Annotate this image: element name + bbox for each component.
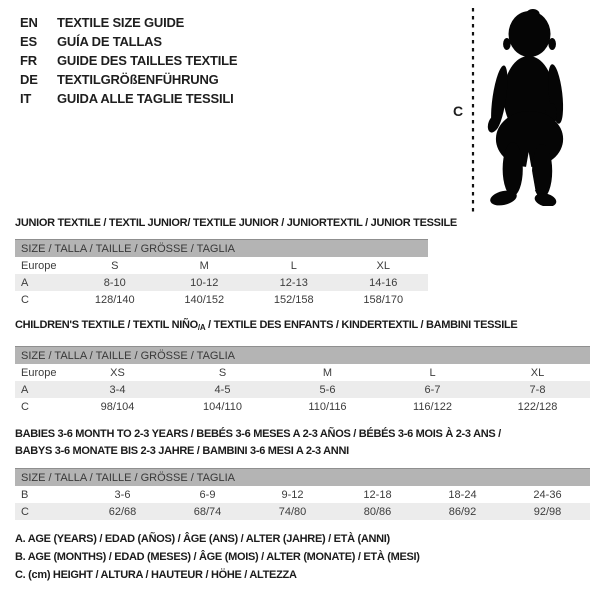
age-cell: 6-7 [424, 383, 441, 396]
height-cell: 62/68 [108, 505, 137, 518]
age-cell: 8-10 [103, 276, 126, 289]
table-row-height [15, 398, 590, 415]
row-label: A [21, 383, 29, 396]
row-label: B [21, 488, 29, 501]
height-cell: 140/152 [184, 293, 225, 306]
row-label: Europe [21, 259, 57, 272]
height-cell: 74/80 [278, 505, 307, 518]
table-row-height [15, 503, 590, 520]
age-cell: 9-12 [281, 488, 304, 501]
height-cell: 122/128 [517, 400, 558, 413]
age-cell: 5-6 [319, 383, 336, 396]
table-row-age-months [15, 486, 590, 503]
height-cell: 104/110 [203, 400, 242, 413]
size-cell: L [429, 366, 436, 379]
age-cell: 24-36 [533, 488, 562, 501]
footnote-height-cm: C. (cm) HEIGHT / ALTURA / HAUTEUR / HÖHE / ALTEZZA [15, 569, 297, 581]
size-cell: M [322, 366, 333, 379]
language-code: IT [20, 91, 32, 106]
language-title: TEXTILE SIZE GUIDE [57, 15, 185, 30]
language-title: GUIDA ALLE TAGLIE TESSILI [57, 91, 234, 106]
table-row-europe [15, 257, 428, 274]
size-cell: XS [110, 366, 125, 379]
row-label: C [21, 505, 29, 518]
height-cell: 80/86 [363, 505, 392, 518]
height-measure-label: C [453, 103, 464, 119]
height-cell: 152/158 [273, 293, 314, 306]
age-cell: 14-16 [369, 276, 398, 289]
height-cell: 68/74 [193, 505, 222, 518]
size-header-bar: SIZE / TALLA / TAILLE / GRÖSSE / TAGLIA [15, 239, 428, 257]
babies-title-line1: BABIES 3-6 MONTH TO 2-3 YEARS / BEBÉS 3-6 MESES A 2-3 AÑOS / BÉBÉS 3-6 MOIS À 2-3 ANS / [15, 428, 501, 440]
language-title: GUIDE DES TAILLES TEXTILE [57, 53, 238, 68]
size-cell: L [290, 259, 297, 272]
junior-section-title: JUNIOR TEXTILE / TEXTIL JUNIOR/ TEXTILE JUNIOR / JUNIORTEXTIL / JUNIOR TESSILE [15, 217, 457, 229]
children-title-subscript: /A [197, 323, 206, 332]
age-cell: 12-13 [279, 276, 308, 289]
children-section-title [15, 318, 517, 335]
height-cell: 110/116 [308, 400, 347, 413]
language-row-it [20, 89, 237, 108]
language-code: FR [20, 53, 37, 68]
table-row-age [15, 274, 428, 291]
junior-size-table [15, 239, 428, 308]
language-title: TEXTILGRÖßENFÜHRUNG [57, 72, 219, 87]
footnote-age-months: B. AGE (MONTHS) / EDAD (MESES) / ÂGE (MOIS) / ALTER (MONATE) / ETÀ (MESI) [15, 551, 420, 563]
height-cell: 98/104 [100, 400, 135, 413]
height-dashed-line [470, 8, 476, 212]
age-cell: 6-9 [199, 488, 216, 501]
size-cell: S [111, 259, 119, 272]
language-row-es [20, 32, 237, 51]
age-cell: 4-5 [214, 383, 231, 396]
language-code: EN [20, 15, 38, 30]
language-title-list [20, 13, 237, 108]
height-cell: 128/140 [94, 293, 135, 306]
baby-silhouette-icon [485, 6, 569, 206]
size-cell: M [199, 259, 209, 272]
height-cell: 116/122 [413, 400, 452, 413]
age-cell: 3-6 [114, 488, 131, 501]
row-label: C [21, 293, 29, 306]
table-row-height [15, 291, 428, 308]
children-title-post: / TEXTILE DES ENFANTS / KINDERTEXTIL / BAMBINI TESSILE [205, 319, 518, 331]
size-cell: S [218, 366, 227, 379]
age-cell: 10-12 [190, 276, 219, 289]
size-header-bar: SIZE / TALLA / TAILLE / GRÖSSE / TAGLIA [15, 346, 590, 364]
babies-size-table [15, 468, 590, 520]
babies-title-line2: BABYS 3-6 MONATE BIS 2-3 JAHRE / BAMBINI 3-6 MESI A 2-3 ANNI [15, 445, 349, 457]
row-label: Europe [21, 366, 57, 379]
age-cell: 3-4 [109, 383, 126, 396]
size-header-bar: SIZE / TALLA / TAILLE / GRÖSSE / TAGLIA [15, 468, 590, 486]
size-cell: XL [530, 366, 545, 379]
height-cell: 86/92 [448, 505, 477, 518]
height-cell: 158/170 [363, 293, 404, 306]
language-code: DE [20, 72, 38, 87]
language-row-en [20, 13, 237, 32]
language-row-fr [20, 51, 237, 70]
language-code: ES [20, 34, 37, 49]
row-label: C [21, 400, 29, 413]
age-cell: 7-8 [529, 383, 546, 396]
height-cell: 92/98 [533, 505, 562, 518]
age-cell: 18-24 [448, 488, 477, 501]
table-row-europe [15, 364, 590, 381]
language-row-de [20, 70, 237, 89]
baby-figure-area [448, 0, 600, 220]
age-cell: 12-18 [363, 488, 392, 501]
language-title: GUÍA DE TALLAS [57, 34, 162, 49]
table-row-age [15, 381, 590, 398]
size-cell: XL [376, 259, 390, 272]
children-title-pre: CHILDREN'S TEXTILE / TEXTIL NIÑO [15, 319, 198, 331]
babies-section-title [15, 426, 501, 460]
row-label: A [21, 276, 29, 289]
footnote-age-years: A. AGE (YEARS) / EDAD (AÑOS) / ÂGE (ANS) / ALTER (JAHRE) / ETÀ (ANNI) [15, 533, 390, 545]
children-size-table [15, 346, 590, 415]
